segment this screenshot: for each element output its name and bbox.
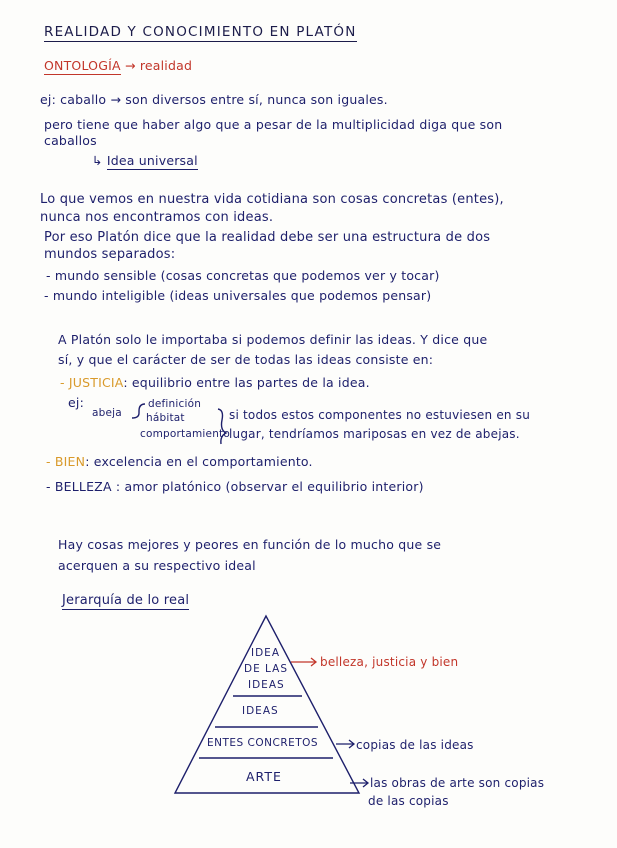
abeja-word: abeja — [92, 407, 122, 419]
abeja-item-comportamiento: comportamiento — [140, 428, 230, 440]
pyramid-top-line-3: IDEAS — [248, 679, 285, 691]
abeja-note-line-2: lugar, tendríamos mariposas en vez de abejas. — [229, 427, 520, 441]
abeja-bracket-icon — [132, 404, 145, 418]
paragraph-2-line-4: mundos separados: — [44, 247, 176, 262]
annotation-top: belleza, justicia y bien — [320, 655, 459, 669]
example-caballo: ej: caballo → son diversos entre sí, nunca son iguales. — [40, 92, 388, 107]
paragraph-2-line-3: Por eso Platón dice que la realidad debe ser una estructura de dos — [44, 230, 491, 245]
paragraph-4-line-2: acerquen a su respectivo ideal — [58, 558, 256, 573]
justicia-label: - JUSTICIA — [60, 375, 124, 390]
arrow-icon: → — [124, 58, 136, 73]
example-label: ej: — [68, 395, 84, 410]
pyramid-level-3: ENTES CONCRETOS — [207, 737, 319, 749]
arrow-icon: ↳ — [92, 153, 107, 168]
idea-universal-label: Idea universal — [106, 153, 198, 168]
annotation-level-4-line-1: las obras de arte son copias — [370, 776, 545, 790]
bien-label: - BIEN — [46, 454, 86, 469]
annotation-level-4-line-2: de las copias — [368, 794, 449, 808]
abeja-note-line-1: si todos estos componentes no estuviesen en su — [229, 408, 530, 422]
paragraph-1-line-1: pero tiene que haber algo que a pesar de la multiplicidad diga que son — [44, 117, 503, 132]
paragraph-2-line-2: nunca nos encontramos con ideas. — [40, 210, 274, 225]
jerarquia-heading: Jerarquía de lo real — [62, 593, 190, 608]
justicia-text: : equilibrio entre las partes de la idea. — [123, 375, 370, 390]
pyramid-level-2: IDEAS — [242, 705, 279, 717]
pyramid-top-line-1: IDEA — [251, 647, 280, 659]
ontologia-meaning: realidad — [139, 58, 193, 73]
abeja-item-habitat: hábitat — [146, 412, 185, 424]
abeja-brace-icon — [218, 409, 226, 444]
pyramid-top-line-2: DE LAS — [244, 663, 288, 675]
pyramid-level-4: ARTE — [246, 769, 282, 784]
ontologia-label: ONTOLOGÍA — [44, 58, 121, 73]
paragraph-3-line-2: sí, y que el carácter de ser de todas las ideas consiste en: — [58, 352, 434, 367]
paragraph-4-line-1: Hay cosas mejores y peores en función de lo mucho que se — [58, 537, 442, 552]
paragraph-2-line-1: Lo que vemos en nuestra vida cotidiana son cosas concretas (entes), — [40, 192, 504, 207]
paragraph-1-line-2: caballos — [44, 133, 97, 148]
page-title: REALIDAD Y CONOCIMIENTO EN PLATÓN — [44, 24, 357, 40]
belleza-row: - BELLEZA : amor platónico (observar el equilibrio interior) — [46, 479, 424, 494]
mundo-sensible: - mundo sensible (cosas concretas que podemos ver y tocar) — [46, 268, 440, 283]
abeja-item-definicion: definición — [148, 398, 202, 410]
bien-text: : excelencia en el comportamiento. — [85, 454, 313, 469]
paragraph-3-line-1: A Platón solo le importaba si podemos definir las ideas. Y dice que — [58, 332, 488, 347]
annotation-level-3: copias de las ideas — [356, 738, 474, 752]
mundo-inteligible: - mundo inteligible (ideas universales que podemos pensar) — [44, 288, 432, 303]
